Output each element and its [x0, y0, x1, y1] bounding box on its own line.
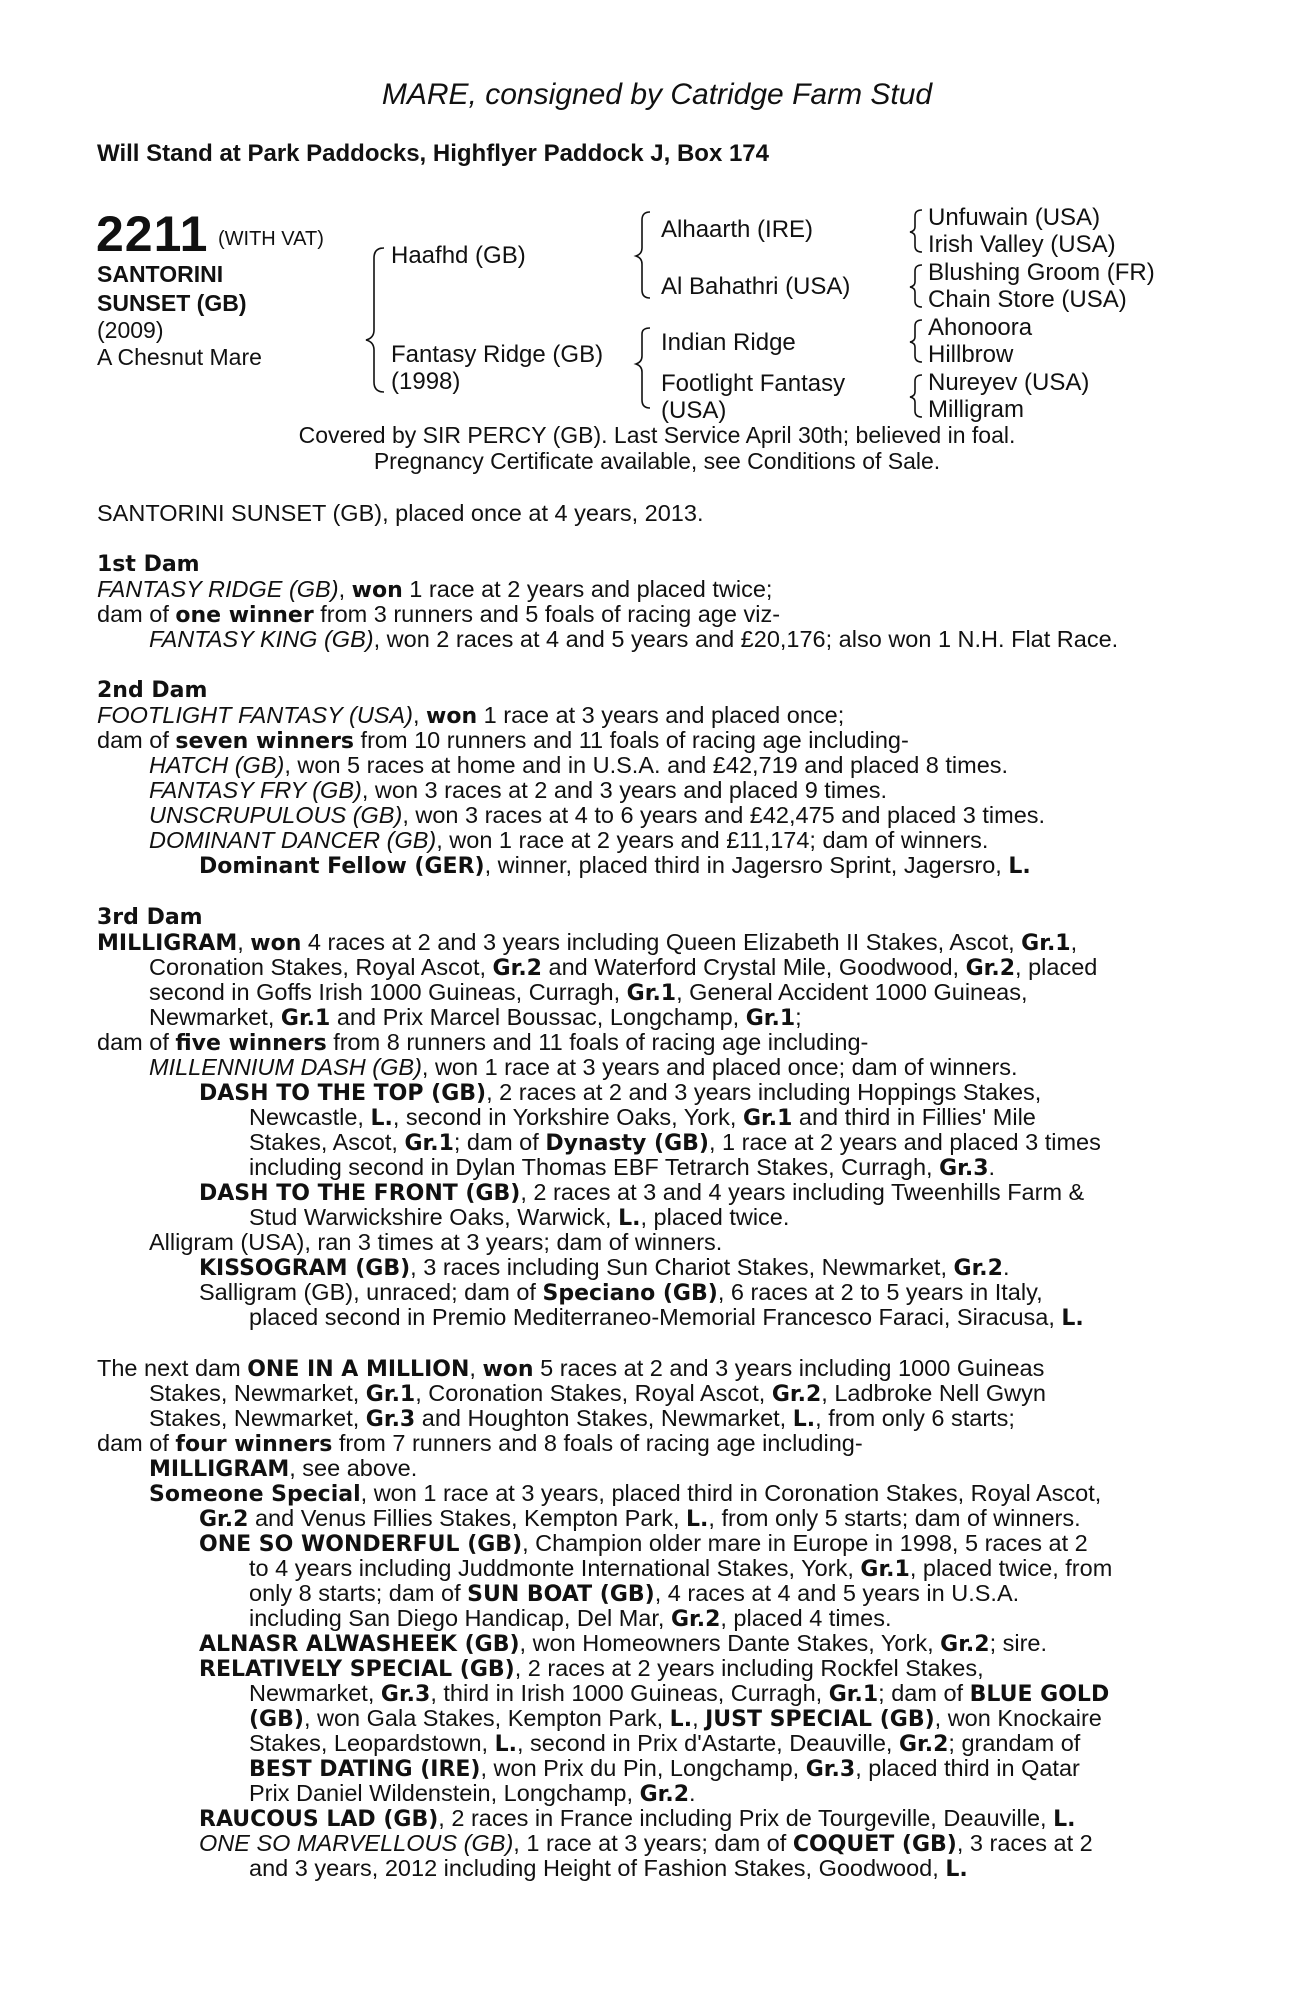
- pedigree-dss: Ahonoora: [928, 314, 1033, 341]
- pedigree-sire: Haafhd (GB): [391, 242, 526, 269]
- horse-name-line1: SANTORINI: [97, 261, 224, 287]
- second-dam-line: Dominant Fellow (GER), winner, placed third in Jagersro Sprint, Jagersro, L.: [199, 852, 1031, 879]
- third-dam-line: Newcastle, L., second in Yorkshire Oaks, York, Gr.1 and third in Fillies' Mile: [249, 1104, 1036, 1131]
- pedigree-dam-dam: [661, 370, 845, 424]
- vat-note: (WITH VAT): [218, 228, 324, 250]
- next-dam-line: Gr.2 and Venus Fillies Stakes, Kempton Park, L., from only 5 starts; dam of winners.: [199, 1505, 1081, 1532]
- third-dam-line: MILLENNIUM DASH (GB), won 1 race at 3 years and placed once; dam of winners.: [149, 1054, 1018, 1080]
- first-dam-line: FANTASY KING (GB), won 2 races at 4 and 5 years and £20,176; also won 1 N.H. Flat Race.: [149, 626, 1119, 652]
- pedigree-sds: Blushing Groom (FR): [928, 259, 1155, 286]
- third-dam-heading: 3rd Dam: [97, 905, 203, 930]
- second-dam-line: HATCH (GB), won 5 races at home and in U.S.A. and £42,719 and placed 8 times.: [149, 752, 1009, 778]
- second-dam-line: FOOTLIGHT FANTASY (USA), won 1 race at 3 years and placed once;: [97, 702, 845, 729]
- pedigree-braces: [0, 0, 1314, 430]
- foaling-year: (2009): [97, 317, 164, 343]
- second-dam-heading: 2nd Dam: [97, 678, 208, 703]
- race-summary: SANTORINI SUNSET (GB), placed once at 4 years, 2013.: [97, 500, 704, 526]
- pedigree-dsd: Hillbrow: [928, 341, 1014, 368]
- pedigree-dam-sire: Indian Ridge: [661, 329, 796, 356]
- pedigree-sdd: Chain Store (USA): [928, 286, 1127, 313]
- third-dam-line: Stakes, Ascot, Gr.1; dam of Dynasty (GB), 1 race at 2 years and placed 3 times: [249, 1129, 1101, 1156]
- next-dam-line: ONE SO MARVELLOUS (GB), 1 race at 3 years; dam of COQUET (GB), 3 races at 2: [199, 1830, 1093, 1857]
- next-dam-line: Stakes, Leopardstown, L., second in Prix d'Astarte, Deauville, Gr.2; grandam of: [249, 1730, 1081, 1757]
- next-dam-line: RAUCOUS LAD (GB), 2 races in France including Prix de Tourgeville, Deauville, L.: [199, 1805, 1076, 1832]
- first-dam-line: FANTASY RIDGE (GB), won 1 race at 2 years and placed twice;: [97, 576, 773, 603]
- next-dam-line: (GB), won Gala Stakes, Kempton Park, L., JUST SPECIAL (GB), won Knockaire: [249, 1705, 1102, 1732]
- pedigree-dam-name: Fantasy Ridge (GB): [391, 341, 604, 368]
- pedigree-dam-dam-name: Footlight Fantasy: [661, 370, 846, 397]
- horse-description: A Chesnut Mare: [97, 344, 262, 370]
- next-dam-line: including San Diego Handicap, Del Mar, Gr.2, placed 4 times.: [249, 1605, 892, 1632]
- third-dam-line: DASH TO THE FRONT (GB), 2 races at 3 and 4 years including Tweenhills Farm &: [199, 1179, 1085, 1206]
- pedigree-sire-sire: Alhaarth (IRE): [661, 216, 814, 243]
- third-dam-line: Alligram (USA), ran 3 times at 3 years; dam of winners.: [149, 1229, 723, 1255]
- next-dam-line: only 8 starts; dam of SUN BOAT (GB), 4 races at 4 and 5 years in U.S.A.: [249, 1580, 1020, 1607]
- horse-name-line2: SUNSET (GB): [97, 290, 247, 316]
- next-dam-line: Someone Special, won 1 race at 3 years, placed third in Coronation Stakes, Royal Ascot,: [149, 1480, 1102, 1507]
- next-dam-line: Prix Daniel Wildenstein, Longchamp, Gr.2.: [249, 1780, 696, 1807]
- pregnancy-note: Pregnancy Certificate available, see Conditions of Sale.: [373, 448, 941, 474]
- third-dam-line: MILLIGRAM, won 4 races at 2 and 3 years including Queen Elizabeth II Stakes, Ascot, Gr.1,: [97, 929, 1078, 956]
- next-dam-line: Stakes, Newmarket, Gr.1, Coronation Stakes, Royal Ascot, Gr.2, Ladbroke Nell Gwyn: [149, 1380, 1046, 1407]
- next-dam-line: BEST DATING (IRE), won Prix du Pin, Longchamp, Gr.3, placed third in Qatar: [249, 1755, 1080, 1782]
- second-dam-line: dam of seven winners from 10 runners and 11 foals of racing age including-: [97, 727, 909, 754]
- next-dam-line: dam of four winners from 7 runners and 8 foals of racing age including-: [97, 1430, 863, 1457]
- covering-note: Covered by SIR PERCY (GB). Last Service April 30th; believed in foal.: [298, 422, 1016, 448]
- next-dam-line: ONE SO WONDERFUL (GB), Champion older mare in Europe in 1998, 5 races at 2: [199, 1530, 1088, 1557]
- pedigree-dam-dam-origin: (USA): [661, 397, 727, 424]
- second-dam-line: DOMINANT DANCER (GB), won 1 race at 2 years and £11,174; dam of winners.: [149, 827, 989, 853]
- first-dam-line: dam of one winner from 3 runners and 5 foals of racing age viz-: [97, 601, 781, 628]
- third-dam-line: including second in Dylan Thomas EBF Tetrarch Stakes, Curragh, Gr.3.: [249, 1154, 996, 1181]
- pedigree-ddd: Milligram: [928, 396, 1024, 423]
- next-dam-line: The next dam ONE IN A MILLION, won 5 races at 2 and 3 years including 1000 Guineas: [97, 1355, 1045, 1382]
- next-dam-line: RELATIVELY SPECIAL (GB), 2 races at 2 years including Rockfel Stakes,: [199, 1655, 984, 1682]
- pedigree-dam: [391, 341, 603, 395]
- pedigree-ssd: Irish Valley (USA): [928, 231, 1116, 258]
- next-dam-line: Stakes, Newmarket, Gr.3 and Houghton Stakes, Newmarket, L., from only 6 starts;: [149, 1405, 1015, 1432]
- first-dam-heading: 1st Dam: [97, 552, 200, 577]
- third-dam-line: Salligram (GB), unraced; dam of Speciano (GB), 6 races at 2 to 5 years in Italy,: [199, 1279, 1043, 1306]
- next-dam-line: to 4 years including Juddmonte International Stakes, York, Gr.1, placed twice, from: [249, 1555, 1113, 1582]
- stand-location: Will Stand at Park Paddocks, Highflyer Paddock J, Box 174: [97, 140, 769, 167]
- third-dam-line: Newmarket, Gr.1 and Prix Marcel Boussac, Longchamp, Gr.1;: [149, 1004, 802, 1031]
- next-dam-line: MILLIGRAM, see above.: [149, 1455, 418, 1482]
- page-title: MARE, consigned by Catridge Farm Stud: [381, 78, 933, 111]
- pedigree-sire-dam: Al Bahathri (USA): [661, 273, 851, 300]
- pedigree-dds: Nureyev (USA): [928, 369, 1090, 396]
- second-dam-line: UNSCRUPULOUS (GB), won 3 races at 4 to 6 years and £42,475 and placed 3 times.: [149, 802, 1046, 828]
- third-dam-line: Coronation Stakes, Royal Ascot, Gr.2 and Waterford Crystal Mile, Goodwood, Gr.2, placed: [149, 954, 1098, 981]
- third-dam-line: DASH TO THE TOP (GB), 2 races at 2 and 3 years including Hoppings Stakes,: [199, 1079, 1042, 1106]
- third-dam-line: placed second in Premio Mediterraneo-Memorial Francesco Faraci, Siracusa, L.: [249, 1304, 1084, 1331]
- second-dam-line: FANTASY FRY (GB), won 3 races at 2 and 3 years and placed 9 times.: [149, 777, 887, 803]
- third-dam-line: dam of five winners from 8 runners and 11 foals of racing age including-: [97, 1029, 869, 1056]
- pedigree-sss: Unfuwain (USA): [928, 204, 1101, 231]
- next-dam-line: Newmarket, Gr.3, third in Irish 1000 Guineas, Curragh, Gr.1; dam of BLUE GOLD: [249, 1680, 1110, 1707]
- third-dam-line: Stud Warwickshire Oaks, Warwick, L., placed twice.: [249, 1204, 790, 1231]
- third-dam-line: second in Goffs Irish 1000 Guineas, Curragh, Gr.1, General Accident 1000 Guineas,: [149, 979, 1028, 1006]
- pedigree-dam-year: (1998): [391, 368, 461, 395]
- next-dam-line: and 3 years, 2012 including Height of Fashion Stakes, Goodwood, L.: [249, 1855, 968, 1882]
- third-dam-line: KISSOGRAM (GB), 3 races including Sun Chariot Stakes, Newmarket, Gr.2.: [199, 1254, 1010, 1281]
- next-dam-line: ALNASR ALWASHEEK (GB), won Homeowners Dante Stakes, York, Gr.2; sire.: [199, 1630, 1048, 1657]
- lot-number: 2211: [96, 206, 209, 262]
